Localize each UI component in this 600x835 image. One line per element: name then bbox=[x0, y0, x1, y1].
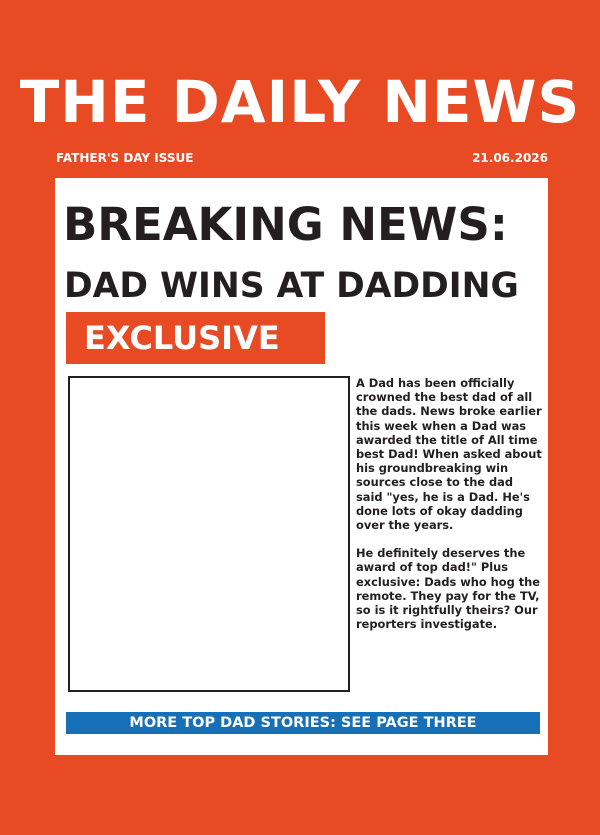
exclusive-tag bbox=[66, 312, 325, 364]
article-body bbox=[356, 376, 542, 645]
more-stories-banner: MORE TOP DAD STORIES: SEE PAGE THREE bbox=[66, 712, 540, 734]
headline-line-2: DAD WINS AT DADDING bbox=[64, 266, 519, 306]
masthead-title: THE DAILY NEWS bbox=[19, 68, 581, 136]
headline-line-1: BREAKING NEWS: bbox=[63, 198, 508, 251]
photo-placeholder bbox=[68, 376, 350, 692]
article-paragraph-2: He definitely deserves the award of top dad!" Plus exclusive: Dads who hog the remote. They pay for the TV, so is it rightfully theirs? Our reporters investigate. bbox=[356, 546, 540, 632]
issue-label: FATHER'S DAY ISSUE bbox=[56, 151, 194, 165]
article-paragraph-1: A Dad has been officially crowned the best dad of all the dads. News broke earlier this week when a Dad was awarded the title of All time best Dad! When asked about his groundbreaking win sources close to the dad said "yes, he is a Dad. He's done lots of okay dadding over the years. bbox=[356, 376, 542, 533]
issue-date: 21.06.2026 bbox=[472, 151, 548, 165]
exclusive-label: EXCLUSIVE bbox=[84, 319, 280, 357]
